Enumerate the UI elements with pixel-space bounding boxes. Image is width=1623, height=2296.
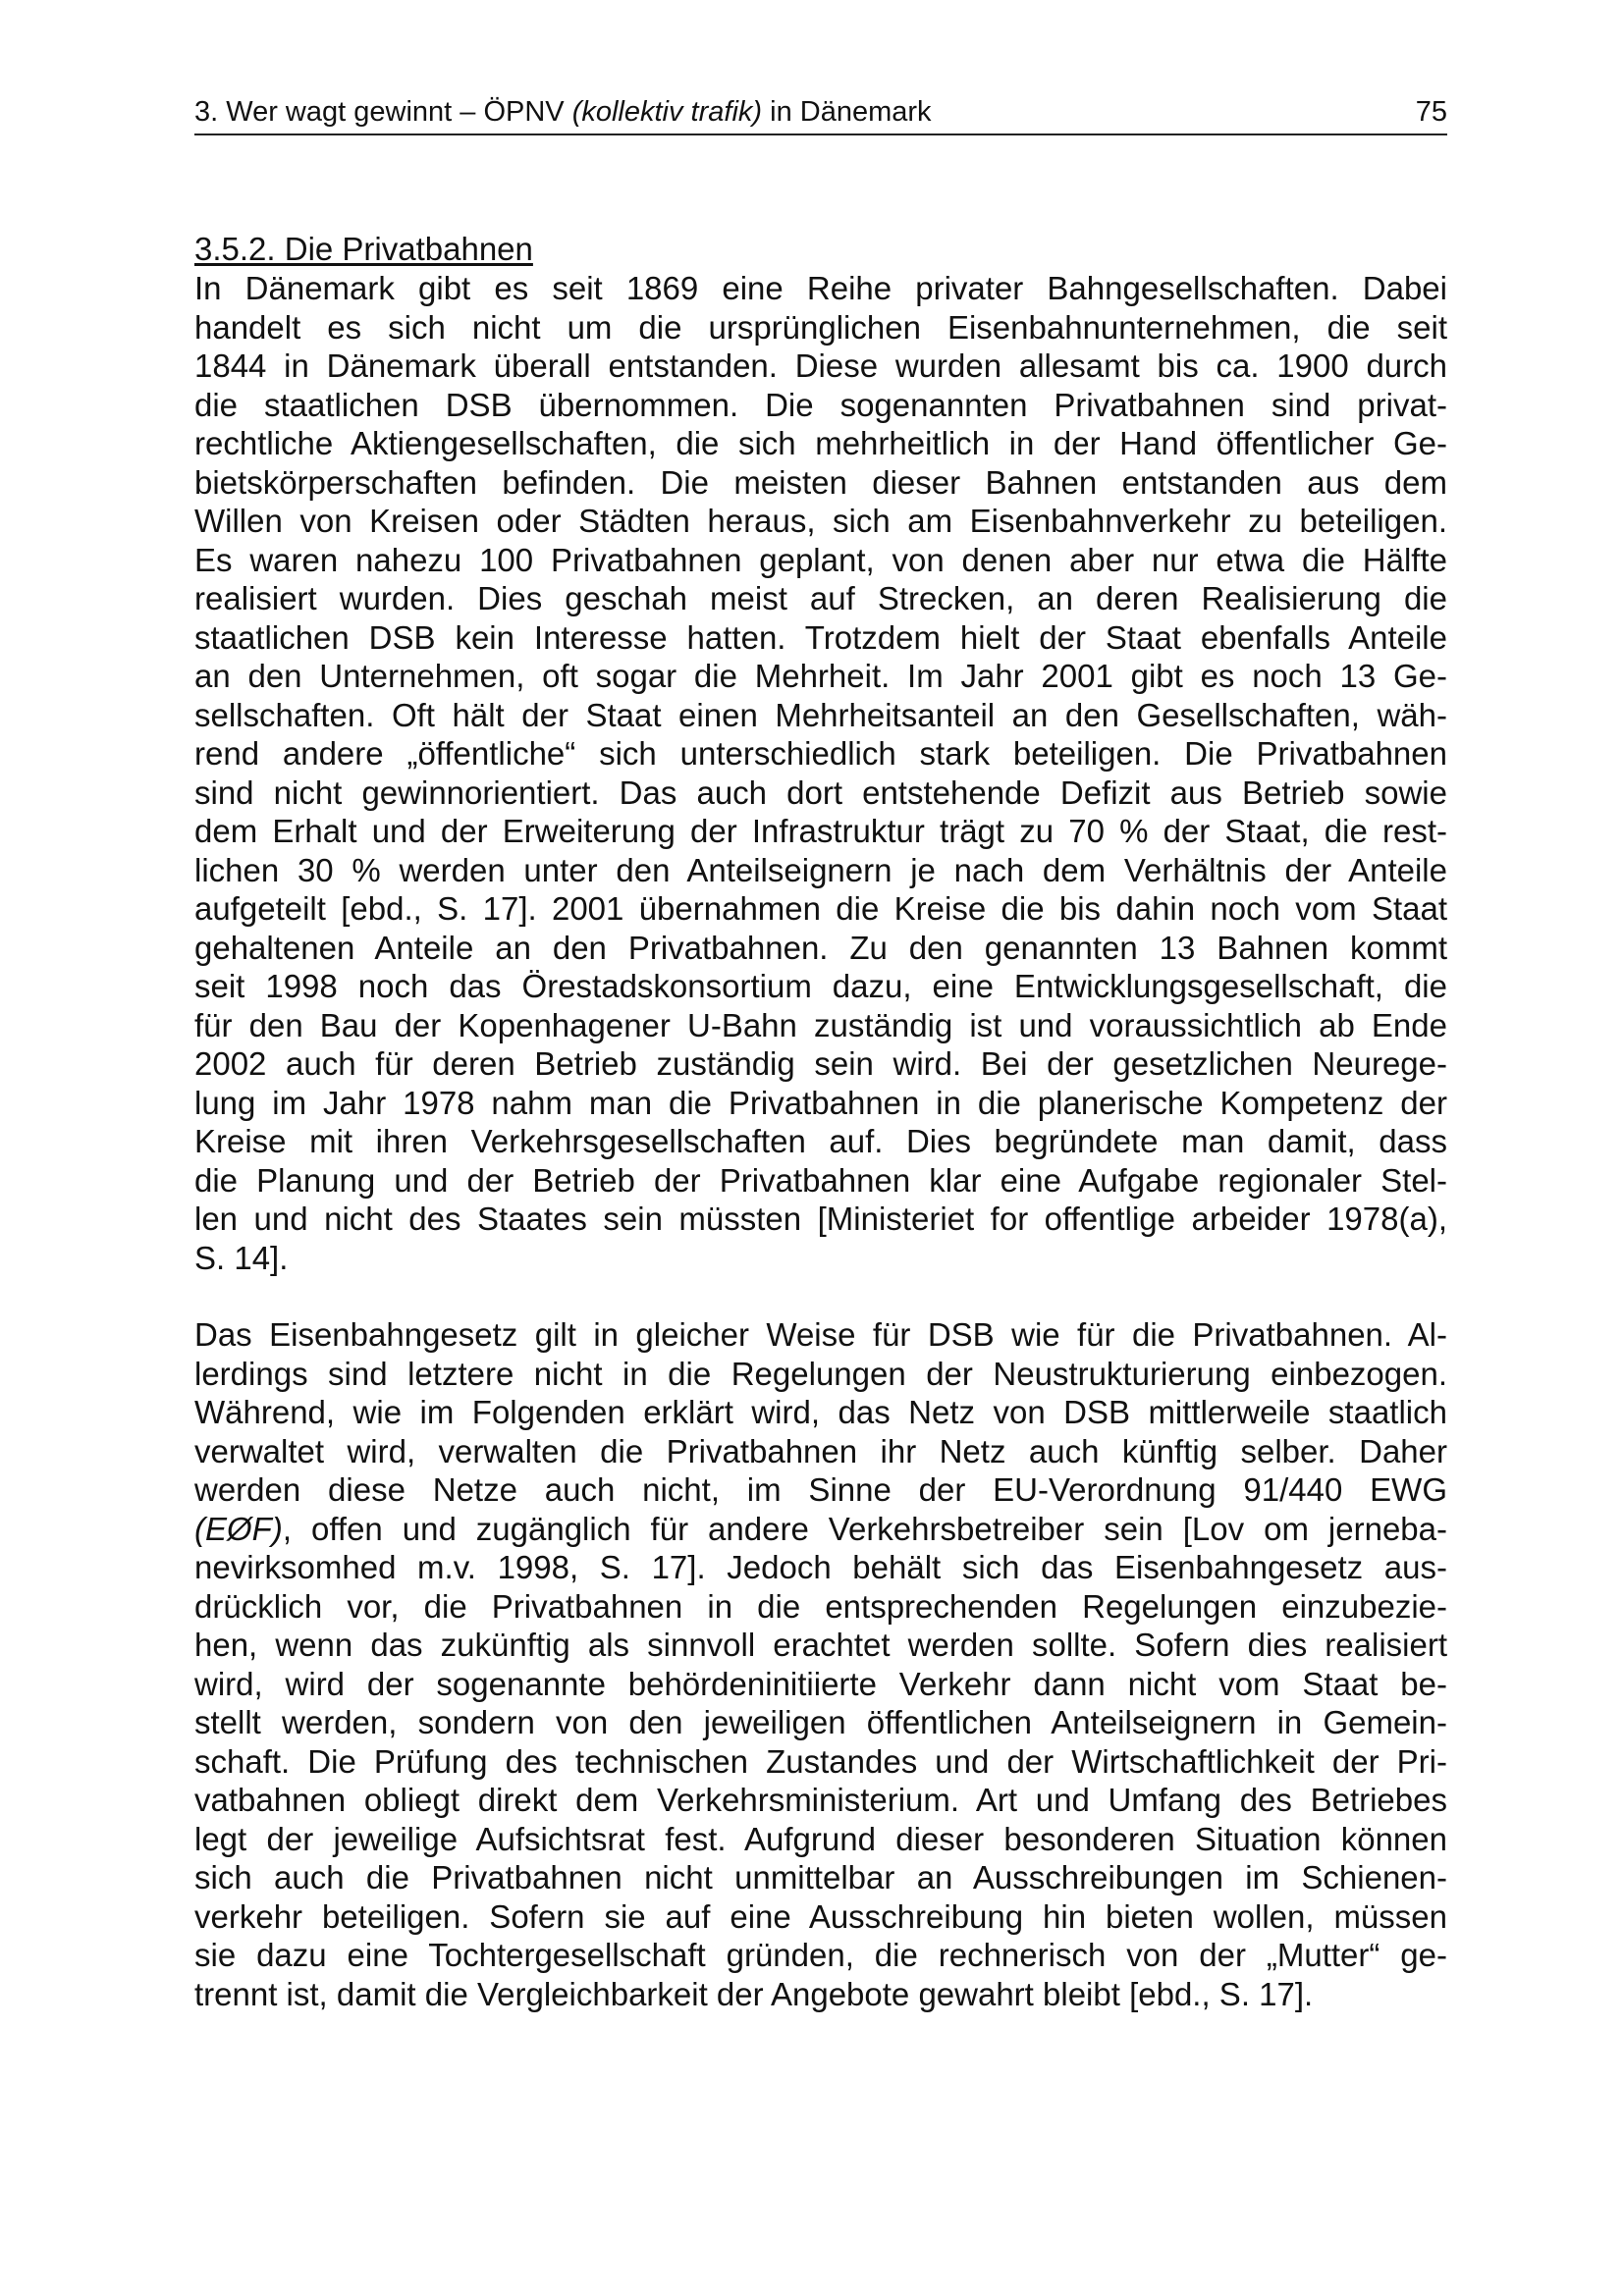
paragraph-line: sellschaften. Oft hält der Staat einen Mehrheitsanteil an den Gesellschaften, wäh- — [194, 696, 1447, 733]
paragraph-line: an den Unternehmen, oft sogar die Mehrheit. Im Jahr 2001 gibt es noch 13 Ge- — [194, 658, 1447, 694]
paragraph-line: werden diese Netze auch nicht, im Sinne der EU-Verordnung 91/440 EWG — [194, 1471, 1447, 1508]
paragraph-line: staatlichen DSB kein Interesse hatten. Trotzdem hielt der Staat ebenfalls Anteile — [194, 618, 1447, 656]
header-title-suffix: in Dänemark — [762, 96, 932, 128]
page-number: 75 — [1415, 96, 1447, 128]
paragraph-line: Es waren nahezu 100 Privatbahnen geplant, von denen aber nur etwa die Hälfte — [194, 541, 1447, 578]
paragraph-line: Das Eisenbahngesetz gilt in gleicher Weise für DSB wie für die Privatbahnen. Al- — [194, 1316, 1447, 1353]
paragraph-line: verkehr beteiligen. Sofern sie auf eine Ausschreibung hin bieten wollen, müssen — [194, 1897, 1447, 1935]
paragraph-line: len und nicht des Staates sein müssten [Ministeriet for offentlige arbeider 1978(a), — [194, 1201, 1447, 1237]
paragraph-line: S. 14]. — [194, 1239, 289, 1276]
paragraph-line: lung im Jahr 1978 nahm man die Privatbahnen in die planerische Kompetenz der — [194, 1084, 1447, 1121]
paragraph-line: lerdings sind letztere nicht in die Regelungen der Neustrukturierung einbezogen. — [194, 1355, 1447, 1392]
paragraph-line: rend andere „öffentliche“ sich unterschiedlich stark beteiligen. Die Privatbahnen — [194, 735, 1447, 772]
paragraph-line: für den Bau der Kopenhagener U-Bahn zuständig ist und voraussichtlich ab Ende — [194, 1006, 1447, 1043]
paragraph-line: verwaltet wird, verwalten die Privatbahnen ihr Netz auch künftig selber. Daher — [194, 1432, 1447, 1469]
paragraph-line: 1844 in Dänemark überall entstanden. Diese wurden allesamt bis ca. 1900 durch — [194, 347, 1447, 384]
paragraph-line: hen, wenn das zukünftig als sinnvoll erachtet werden sollte. Sofern dies realisiert — [194, 1627, 1447, 1663]
paragraph-line: wird, wird der sogenannte behördeninitiierte Verkehr dann nicht vom Staat be- — [194, 1665, 1447, 1702]
paragraph-line: nevirksomhed m.v. 1998, S. 17]. Jedoch behält sich das Eisenbahngesetz aus- — [194, 1549, 1447, 1585]
paragraph-line: 2002 auch für deren Betrieb zuständig sein wird. Bei der gesetzlichen Neurege- — [194, 1045, 1447, 1082]
paragraph-line: bietskörperschaften befinden. Die meisten dieser Bahnen entstanden aus dem — [194, 463, 1447, 501]
line-continuation: , offen und zugänglich für andere Verkehrsbetreiber sein [Lov om jerneba- — [282, 1510, 1447, 1547]
document-page — [194, 94, 1447, 2013]
paragraph-line: trennt ist, damit die Vergleichbarkeit der Angebote gewahrt bleibt [ebd., S. 17]. — [194, 1975, 1314, 2012]
paragraph-line: die staatlichen DSB übernommen. Die sogenannten Privatbahnen sind privat- — [194, 386, 1447, 423]
paragraph-line: In Dänemark gibt es seit 1869 eine Reihe privater Bahngesellschaften. Dabei — [194, 270, 1447, 306]
paragraph-line: drücklich vor, die Privatbahnen in die entsprechenden Regelungen einzubezie- — [194, 1587, 1447, 1625]
paragraph-line: seit 1998 noch das Örestadskonsortium dazu, eine Entwicklungsgesellschaft, die — [194, 968, 1447, 1004]
header-title-italic: (kollektiv trafik) — [571, 96, 763, 128]
paragraph-line: stellt werden, sondern von den jeweiligen öffentlichen Anteilseignern in Gemein- — [194, 1704, 1447, 1740]
header-title — [194, 92, 932, 132]
paragraph-eisenbahngesetz — [194, 1315, 1447, 2013]
section-heading: 3.5.2. Die Privatbahnen — [194, 231, 533, 267]
paragraph-privatbahnen-history — [194, 269, 1447, 1277]
paragraph-line: lichen 30 % werden unter den Anteilseignern je nach dem Verhältnis der Anteile — [194, 851, 1447, 888]
paragraph-line: aufgeteilt [ebd., S. 17]. 2001 übernahmen die Kreise die bis dahin noch vom Staat — [194, 890, 1447, 927]
paragraph-line: sie dazu eine Tochtergesellschaft gründen, die rechnerisch von der „Mutter“ ge- — [194, 1937, 1447, 1973]
paragraph-line: rechtliche Aktiengesellschaften, die sich mehrheitlich in der Hand öffentlicher Ge- — [194, 425, 1447, 461]
paragraph-line: gehaltenen Anteile an den Privatbahnen. Zu den genannten 13 Bahnen kommt — [194, 929, 1447, 966]
paragraph-line — [194, 1510, 1447, 1549]
paragraph-line: realisiert wurden. Dies geschah meist auf Strecken, an deren Realisierung die — [194, 580, 1447, 616]
paragraph-line: dem Erhalt und der Erweiterung der Infrastruktur trägt zu 70 % der Staat, die rest- — [194, 813, 1447, 849]
paragraph-line: schaft. Die Prüfung des technischen Zustandes und der Wirtschaftlichkeit der Pri- — [194, 1742, 1447, 1780]
paragraph-line: handelt es sich nicht um die ursprünglichen Eisenbahnunternehmen, die seit — [194, 308, 1447, 346]
paragraph-line: sich auch die Privatbahnen nicht unmittelbar an Ausschreibungen im Schienen- — [194, 1859, 1447, 1896]
running-header — [194, 94, 1447, 135]
paragraph-line: Kreise mit ihren Verkehrsgesellschaften auf. Dies begründete man damit, dass — [194, 1123, 1447, 1159]
header-title-prefix: 3. Wer wagt gewinnt – ÖPNV — [194, 96, 572, 128]
italic-abbreviation: (EØF) — [194, 1510, 283, 1547]
paragraph-line: Während, wie im Folgenden erklärt wird, das Netz von DSB mittlerweile staatlich — [194, 1394, 1447, 1430]
paragraph-line: legt der jeweilige Aufsichtsrat fest. Aufgrund dieser besonderen Situation können — [194, 1820, 1447, 1857]
paragraph-line: Willen von Kreisen oder Städten heraus, sich am Eisenbahnverkehr zu beteiligen. — [194, 503, 1447, 539]
paragraph-line: vatbahnen obliegt direkt dem Verkehrsministerium. Art und Umfang des Betriebes — [194, 1782, 1447, 1818]
paragraph-line: sind nicht gewinnorientiert. Das auch dort entstehende Defizit aus Betrieb sowie — [194, 774, 1447, 811]
paragraph-line: die Planung und der Betrieb der Privatbahnen klar eine Aufgabe regionaler Stel- — [194, 1161, 1447, 1199]
